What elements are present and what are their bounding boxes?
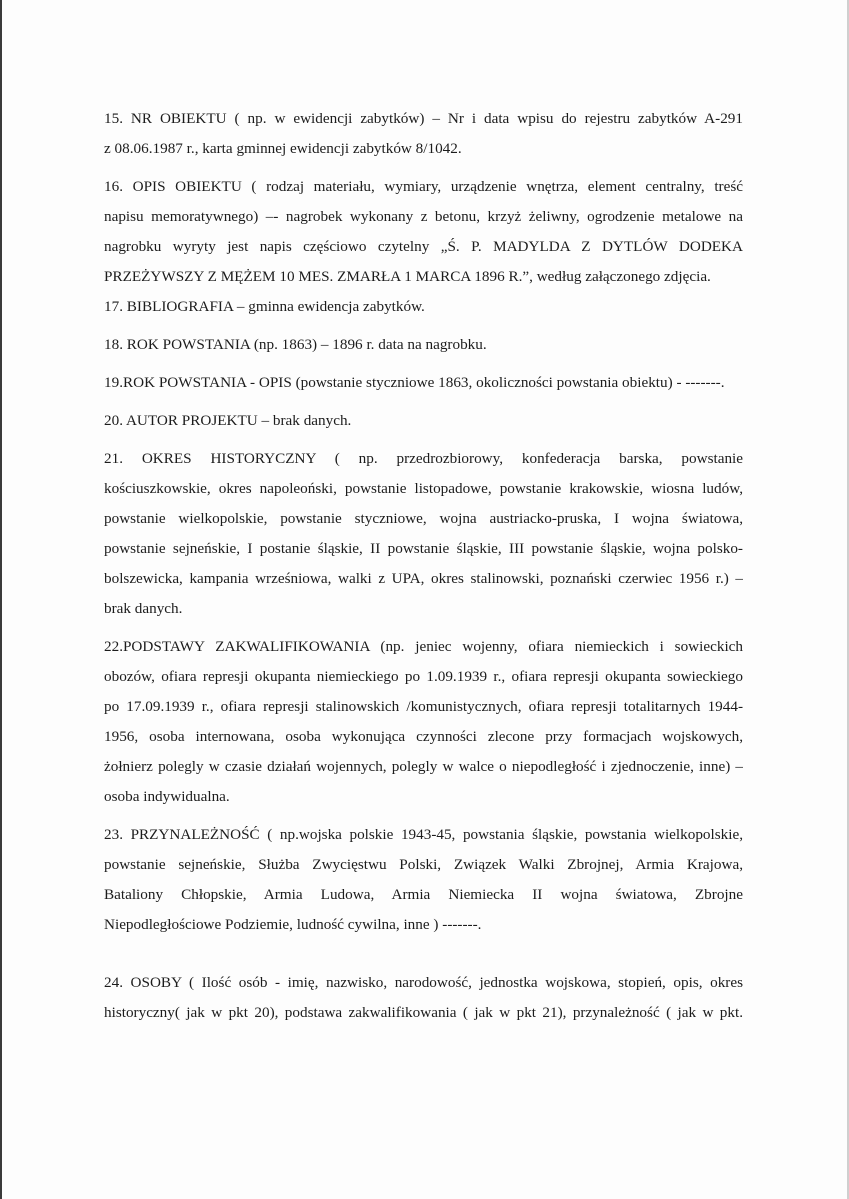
text-line: 19.ROK POWSTANIA - OPIS (powstanie styczniowe 1863, okoliczności powstania obiektu) - -------.	[104, 374, 725, 391]
text-line: 20. AUTOR PROJEKTU – brak danych.	[104, 412, 352, 429]
text-line: powstanie sejneńskie, Służba Zwycięstwu Polski, Związek Walki Zbrojnej, Armia Krajowa,	[104, 856, 743, 873]
paragraph-gap	[104, 940, 743, 968]
text-line: powstanie wielkopolskie, powstanie styczniowe, wojna austriacko-pruska, I wojna światowa,	[104, 510, 743, 527]
paragraph-gap	[104, 624, 743, 632]
text-line: bolszewicka, kampania wrześniowa, walki z UPA, okres stalinowski, poznański czerwiec 1956 r.) –	[104, 570, 743, 587]
text-line: osoba indywidualna.	[104, 788, 230, 805]
paragraph-gap	[104, 322, 743, 330]
document-item	[104, 330, 743, 360]
paragraph-gap	[104, 164, 743, 172]
text-line: żołnierz polegly w czasie działań wojennych, polegly w walce o niepodległość i zjednoczenie, inne) –	[104, 758, 743, 775]
paragraph-gap	[104, 398, 743, 406]
text-line: z 08.06.1987 r., karta gminnej ewidencji zabytków 8/1042.	[104, 140, 462, 157]
document-item	[104, 632, 743, 812]
document-body	[104, 104, 743, 1028]
text-line: kościuszkowskie, okres napoleoński, powstanie listopadowe, powstanie krakowskie, wiosna ludów,	[104, 480, 743, 497]
text-line: 21. OKRES HISTORYCZNY ( np. przedrozbiorowy, konfederacja barska, powstanie	[104, 450, 743, 467]
text-line: Niepodległościowe Podziemie, ludność cywilna, inne ) -------.	[104, 916, 482, 933]
text-line: po 17.09.1939 r., ofiara represji stalinowskich /komunistycznych, ofiara represji totalitarnych 1944-	[104, 698, 743, 715]
scan-left-edge	[0, 0, 2, 1199]
text-line: 24. OSOBY ( Ilość osób - imię, nazwisko, narodowość, jednostka wojskowa, stopień, opis, okres	[104, 974, 743, 991]
text-line: powstanie sejneńskie, I postanie śląskie, II powstanie śląskie, III powstanie śląskie, wojna polsko-	[104, 540, 743, 557]
text-line: nagrobku wyryty jest napis częściowo czytelny „Ś. P. MADYLDA Z DYTLÓW DODEKA	[104, 238, 743, 255]
text-line: 23. PRZYNALEŻNOŚĆ ( np.wojska polskie 1943-45, powstania śląskie, powstania wielkopolskie,	[104, 826, 743, 843]
text-line: 15. NR OBIEKTU ( np. w ewidencji zabytków) – Nr i data wpisu do rejestru zabytków A-291	[104, 110, 743, 127]
document-item	[104, 820, 743, 940]
paragraph-gap	[104, 360, 743, 368]
document-item	[104, 406, 743, 436]
text-line: Bataliony Chłopskie, Armia Ludowa, Armia Niemiecka II wojna światowa, Zbrojne	[104, 886, 743, 903]
document-item	[104, 368, 743, 398]
text-line: historyczny( jak w pkt 20), podstawa zakwalifikowania ( jak w pkt 21), przynależność ( jak w pkt.	[104, 1004, 743, 1021]
text-line: 1956, osoba internowana, osoba wykonująca czynności zlecone przy formacjach wojskowych,	[104, 728, 743, 745]
document-item	[104, 172, 743, 322]
text-line: 18. ROK POWSTANIA (np. 1863) – 1896 r. data na nagrobku.	[104, 336, 487, 353]
text-line: napisu memoratywnego) –- nagrobek wykonany z betonu, krzyż żeliwny, ogrodzenie metalowe na	[104, 208, 743, 225]
document-item	[104, 968, 743, 1028]
text-line: PRZEŻYWSZY Z MĘŻEM 10 MES. ZMARŁA 1 MARCA 1896 R.”, według załączonego zdjęcia.	[104, 268, 711, 285]
paragraph-gap	[104, 436, 743, 444]
text-line: obozów, ofiara represji okupanta niemieckiego po 1.09.1939 r., ofiara represji okupanta sowieckiego	[104, 668, 743, 685]
document-item	[104, 444, 743, 624]
text-line: 17. BIBLIOGRAFIA – gminna ewidencja zabytków.	[104, 298, 425, 315]
text-line: 22.PODSTAWY ZAKWALIFIKOWANIA (np. jeniec wojenny, ofiara niemieckich i sowieckich	[104, 638, 743, 655]
text-line: brak danych.	[104, 600, 183, 617]
paragraph-gap	[104, 812, 743, 820]
document-item	[104, 104, 743, 164]
text-line: 16. OPIS OBIEKTU ( rodzaj materiału, wymiary, urządzenie wnętrza, element centralny, treść	[104, 178, 743, 195]
